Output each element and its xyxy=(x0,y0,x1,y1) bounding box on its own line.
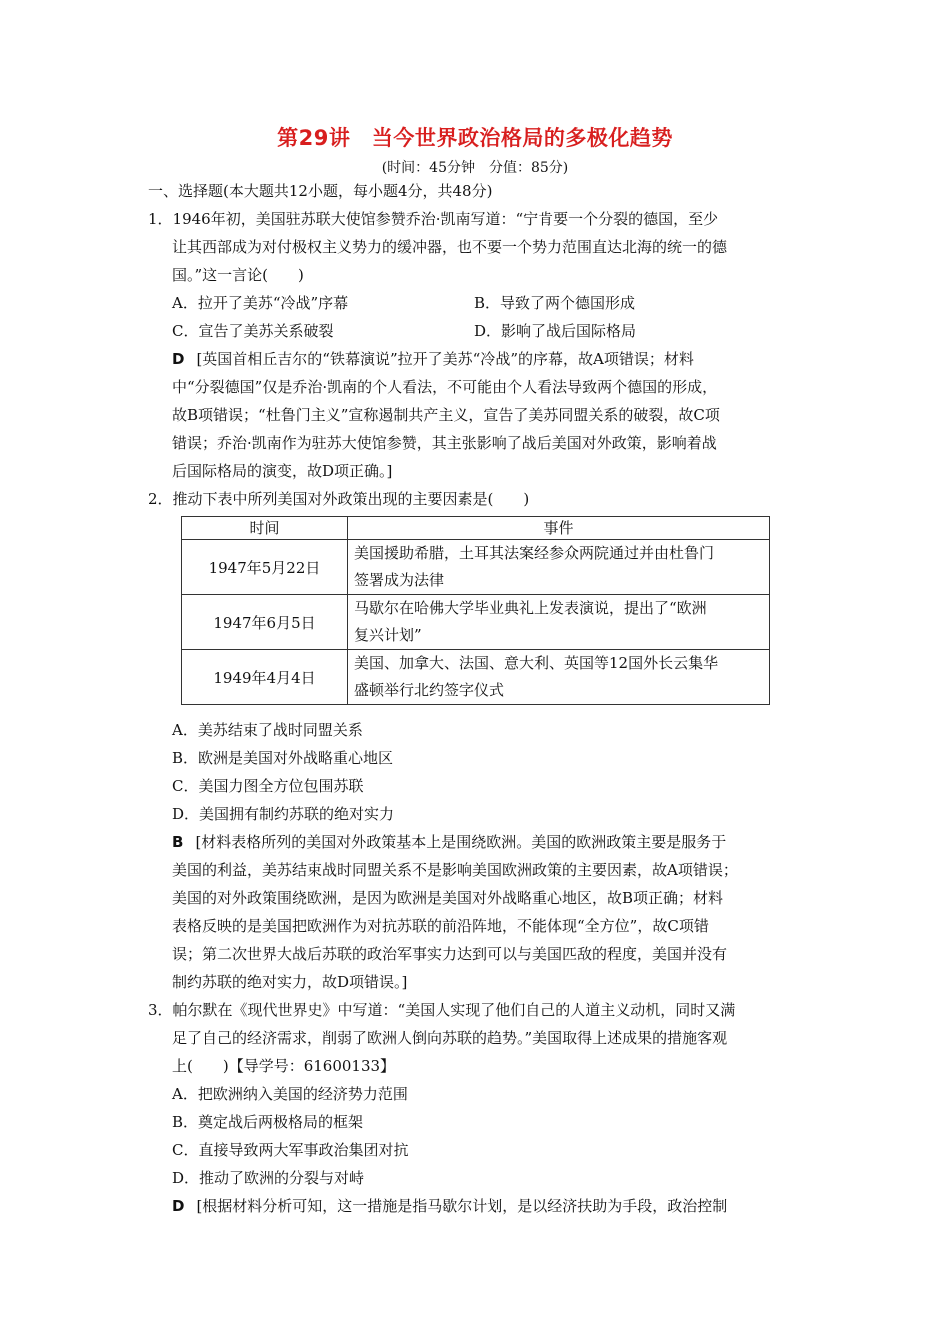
table-header-time: 时间 xyxy=(182,517,348,540)
table-cell-date: 1947年6月5日 xyxy=(182,595,348,650)
question-2-answer xyxy=(172,828,726,856)
question-2-explanation-6: 制约苏联的绝对实力，故D项错误。] xyxy=(172,973,408,991)
question-3-option-a: A．把欧洲纳入美国的经济势力范围 xyxy=(172,1085,408,1103)
section-heading: 一、选择题(本大题共12小题，每小题4分，共48分) xyxy=(148,182,493,200)
question-3-line-1: 3．帕尔默在《现代世界史》中写道：“美国人实现了他们自己的人道主义动机，同时又满 xyxy=(148,1001,736,1019)
question-1-option-c: C．宣告了美苏关系破裂 xyxy=(172,322,334,340)
question-2-option-a: A．美苏结束了战时同盟关系 xyxy=(172,721,363,739)
question-2-option-c: C．美国力图全方位包围苏联 xyxy=(172,777,364,795)
table-cell-date: 1949年4月4日 xyxy=(182,650,348,705)
table-header-row xyxy=(182,517,770,540)
question-2-stem: 2．推动下表中所列美国对外政策出现的主要因素是( ) xyxy=(148,490,530,508)
answer-letter: D xyxy=(172,1197,185,1215)
table-cell-event xyxy=(348,650,770,705)
table-row xyxy=(182,650,770,705)
question-2-explanation-4: 表格反映的是美国把欧洲作为对抗苏联的前沿阵地，不能体现“全方位”，故C项错 xyxy=(172,917,709,935)
question-2-option-b: B．欧洲是美国对外战略重心地区 xyxy=(172,749,394,767)
table-header-event: 事件 xyxy=(348,517,770,540)
events-table xyxy=(181,516,770,705)
question-1-option-d: D．影响了战后国际格局 xyxy=(474,322,637,340)
table-cell-event xyxy=(348,540,770,595)
question-1-explanation-5: 后国际格局的演变，故D项正确。] xyxy=(172,462,393,480)
question-3-line-3: 上( )【导学号：61600133】 xyxy=(172,1057,396,1075)
question-1-line-3: 国。”这一言论( ) xyxy=(172,266,304,284)
question-3-option-b: B．奠定战后两极格局的框架 xyxy=(172,1113,364,1131)
page-subtitle: (时间：45分钟 分值：85分) xyxy=(381,160,569,176)
event-line: 复兴计划” xyxy=(354,626,422,644)
answer-letter: B xyxy=(172,833,184,851)
question-1-explanation-4: 错误；乔治·凯南作为驻苏大使馆参赞，其主张影响了战后美国对外政策，影响着战 xyxy=(172,434,717,452)
question-1-option-a: A．拉开了美苏“冷战”序幕 xyxy=(172,294,349,312)
page-title: 第29讲 当今世界政治格局的多极化趋势 xyxy=(277,126,673,150)
explanation-line: [根据材料分析可知，这一措施是指马歇尔计划，是以经济扶助为手段，政治控制 xyxy=(196,1197,728,1215)
table-row xyxy=(182,595,770,650)
question-2-explanation-3: 美国的对外政策围绕欧洲，是因为欧洲是美国对外战略重心地区，故B项正确；材料 xyxy=(172,889,724,907)
question-3-option-d: D．推动了欧洲的分裂与对峙 xyxy=(172,1169,365,1187)
explanation-line: [英国首相丘吉尔的“铁幕演说”拉开了美苏“冷战”的序幕，故A项错误；材料 xyxy=(196,350,694,368)
question-1-explanation-2: 中“分裂德国”仅是乔治·凯南的个人看法，不可能由个人看法导致两个德国的形成， xyxy=(172,378,718,396)
event-line: 美国、加拿大、法国、意大利、英国等12国外长云集华 xyxy=(354,654,719,672)
event-line: 签署成为法律 xyxy=(354,571,445,589)
question-2-explanation-2: 美国的利益，美苏结束战时同盟关系不是影响美国欧洲政策的主要因素，故A项错误； xyxy=(172,861,738,879)
question-1-option-b: B．导致了两个德国形成 xyxy=(474,294,636,312)
question-2-explanation-5: 误；第二次世界大战后苏联的政治军事实力达到可以与美国匹敌的程度，美国并没有 xyxy=(172,945,728,963)
question-1-answer xyxy=(172,345,694,373)
question-3-answer xyxy=(172,1192,727,1220)
question-1-line-2: 让其西部成为对付极权主义势力的缓冲器，也不要一个势力范围直达北海的统一的德 xyxy=(172,238,728,256)
table-cell-event xyxy=(348,595,770,650)
event-line: 马歇尔在哈佛大学毕业典礼上发表演说，提出了“欧洲 xyxy=(354,599,707,617)
explanation-line: [材料表格所列的美国对外政策基本上是围绕欧洲。美国的欧洲政策主要是服务于 xyxy=(195,833,727,851)
table-row xyxy=(182,540,770,595)
event-line: 盛顿举行北约签字仪式 xyxy=(354,681,505,699)
question-3-line-2: 足了自己的经济需求，削弱了欧洲人倒向苏联的趋势。”美国取得上述成果的措施客观 xyxy=(172,1029,728,1047)
answer-letter: D xyxy=(172,350,185,368)
question-3-option-c: C．直接导致两大军事政治集团对抗 xyxy=(172,1141,409,1159)
question-1-explanation-3: 故B项错误；“杜鲁门主义”宣称遏制共产主义，宣告了美苏同盟关系的破裂，故C项 xyxy=(172,406,720,424)
table-cell-date: 1947年5月22日 xyxy=(182,540,348,595)
question-2-option-d: D．美国拥有制约苏联的绝对实力 xyxy=(172,805,395,823)
event-line: 美国援助希腊，土耳其法案经参众两院通过并由杜鲁门 xyxy=(354,544,715,562)
question-1-line-1: 1．1946年初，美国驻苏联大使馆参赞乔治·凯南写道：“宁肯要一个分裂的德国，至少 xyxy=(148,210,719,228)
